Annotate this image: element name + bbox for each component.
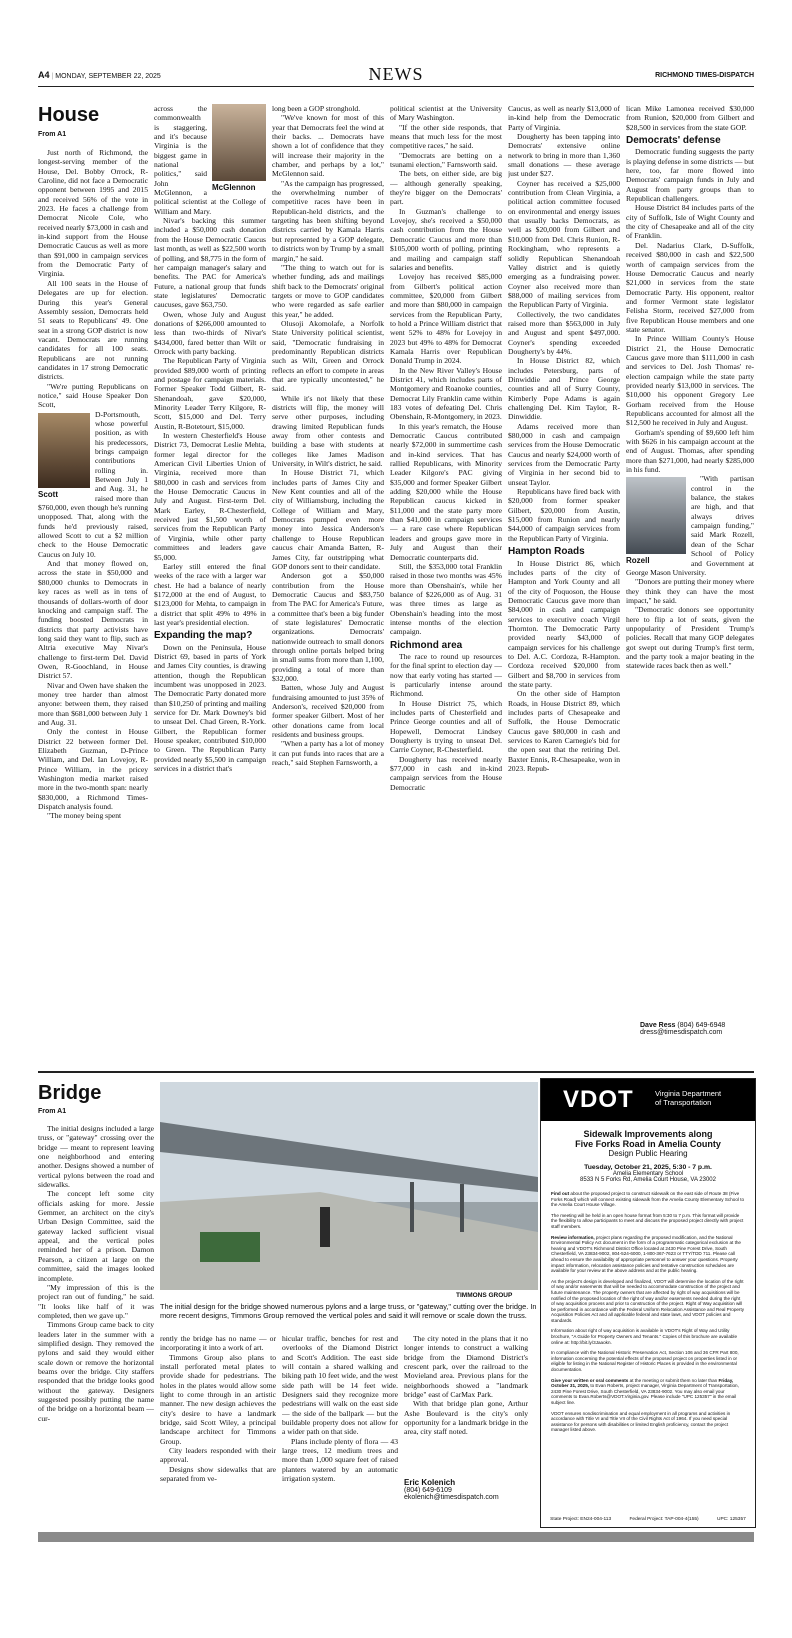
house-c2-p: In western Chesterfield's House District 73, Democrat Leslie Mehta, former legal director for the American Civil Liberties Union of Virginia, received more than $80,000 in cash and services from the House Democratic Caucus in July and August. First-term Del. Mark Earley, R-Chesterfield, received just $1,500 worth of services from the Republican Party of Virginia, while other party committees and leaders gave $5,000. bbox=[154, 431, 266, 562]
bridge-photo-credit: TIMMONS GROUP bbox=[456, 1292, 513, 1299]
house-c4-p: In this year's rematch, the House Democratic Caucus contributed nearly $72,000 in summertime cash and in-kind services. That has rallied Republicans, with Minority Leader Kilgore's PAC giving $35,000 and former Speaker Gilbert adding $20,000 while the House Republican caucus kicked in $11,000 and the state party more than $41,000 in campaign services — a rare case where Republican leaders and groups gave more in July and August than their Democratic counterparts did. bbox=[390, 421, 502, 562]
ad-footer-federal: Federal Project: TAP-004-4(155) bbox=[629, 1517, 699, 1522]
house-c1-p: D-Portsmouth, whose powerful position, as with his predecessors, brings campaign contributions rolling in. Between July 1 and Aug. 31, he raised more than $760,000, even though he's running unopposed. That, along with the funds he'd previously raised, allowed Scott to cut a $2 million check to the House Democratic Caucus on July 10. bbox=[38, 409, 148, 559]
ad-footer-state: State Project: EN24-004-113 bbox=[550, 1517, 612, 1522]
bridge-c2-p: rently the bridge has no name — or incorporating it into a work of art. bbox=[160, 1334, 276, 1353]
ad-para-comments bbox=[551, 1378, 745, 1406]
bridge-headline: Bridge bbox=[38, 1082, 102, 1104]
house-c4-p: "If the other side responds, that means that much less for the most competitive races," he said. bbox=[390, 122, 502, 151]
ad-para-nondiscrimination: VDOT ensures nondiscrimination and equal employment in all programs and activities in accordance with Title VI and Title VII of the Civil Rights Act of 1964. If you need special assistance for persons with disabilities or limited English proficiency, contact the project manager listed above. bbox=[551, 1410, 731, 1433]
mcglennon-photo bbox=[212, 104, 266, 181]
pylon bbox=[460, 1184, 464, 1232]
house-c5-p: On the other side of Hampton Roads, in House District 89, which includes parts of Chesapeake and Suffolk, the House Democratic Caucus gave $80,000 in cash and services to Karen Carnegie's bid for the open seat that the retiring Del. Baxter Ennis, R-Chesapeake, won in 2023. Repub- bbox=[508, 689, 620, 774]
house-c1-p: Just north of Richmond, the longest-serving member of the House, Del. Bobby Orrock, R-Caroline, did not face a Democratic opponent between 1995 and 2015 and received 56% of the vote in 2023. He faces a challenge from Democrat Nicole Cole, who received nearly $73,000 in cash and in-kind support from the House Democratic Caucus as well as more than $91,000 in campaign services from the Democratic Party of Virginia. bbox=[38, 148, 148, 279]
house-c2-p: Earley still entered the final weeks of the race with a larger war chest. He had a balance of nearly $172,000 at the end of August, to $123,000 for Mehta, to campaign in a district that split 49% to 49% in last year's presidential election. bbox=[154, 561, 266, 627]
pedestrian bbox=[320, 1207, 330, 1247]
ad-para-comments-lead: Give your written or oral comments bbox=[551, 1377, 629, 1383]
ad-para-comments-text-a: at the meeting or submit them no later than bbox=[628, 1377, 719, 1383]
section-divider bbox=[38, 1071, 754, 1073]
ad-para-find-text: about the proposed project to construct sidewalk on the east side of Route 38 (Five Forks Road) which will connect existing sidewalk from the Amelia County Elementary School to the Amelia Court House Village. bbox=[551, 1191, 745, 1208]
house-c6-p: "With partisan control in the balance, the stakes are high, and that always drives campaign funding," said Mark Rozell, dean of the Schar School of Policy and Government at George Mason University. bbox=[626, 474, 754, 577]
vdot-logo: VDOT bbox=[563, 1086, 634, 1113]
house-c6-p: In Prince William County's House District 21, the House Democratic Caucus gave more than $111,000 in cash and services to Del. Josh Thomas' re-election campaign while the state party provided nearly $13,000 in services. The $10,000 his opponent Gregory Lee Gorham received from the House Republicans accounted for almost all the $12,500 he received in July and August. bbox=[626, 334, 754, 428]
rozell-photo bbox=[626, 477, 686, 554]
house-headline: House bbox=[38, 104, 100, 126]
bridge-c1-p: Timmons Group came back to city leaders later in the summer with a simplified design. They removed the pylons and said they would either scale down or remove the horizontal beams over the bridge. City staffers responded that the bridge looks good without the gateway. Designers suggested possibly putting the name of the bridge on a horizontal beam — cur- bbox=[38, 1320, 154, 1423]
bridge-from: From A1 bbox=[38, 1108, 67, 1115]
house-author bbox=[640, 1022, 760, 1036]
house-c5-p: Caucus, as well as nearly $13,000 of in-kind help from the Democratic Party of Virginia. bbox=[508, 104, 620, 132]
page-number: A4 bbox=[38, 70, 50, 80]
bridge-c3-p: hicular traffic, benches for rest and overlooks of the Diamond District and Scott's Addition. The east side will contain a shared walking and biking path 10 feet wide, and the west side path will be 14 feet wide. Designers said they recognize more pedestrians will walk on the east side — the side of the ballpark — but the buildable property does not allow for a wider path on that side. bbox=[282, 1334, 398, 1437]
bridge-author-name: Eric Kolenich bbox=[404, 1478, 456, 1487]
ad-para-format: The meeting will be held in an open house format from 5:30 to 7 p.m. This format will provide the flexibility to allow participants to meet and discuss the proposed project directly with project staff members. bbox=[551, 1212, 744, 1229]
rozell-photo-label: Rozell bbox=[626, 556, 650, 566]
scott-photo-label: Scott bbox=[38, 489, 58, 499]
scott-photo bbox=[38, 413, 90, 488]
bridge-col-1 bbox=[38, 1124, 154, 1514]
bridge-col-4 bbox=[404, 1334, 528, 1454]
bridge-c2-p: City leaders responded with their approval. bbox=[160, 1446, 276, 1465]
ad-venue: Amelia Elementary School bbox=[612, 1171, 684, 1177]
page-date: MONDAY, SEPTEMBER 22, 2025 bbox=[55, 73, 161, 80]
ad-para-review-text: project plans regarding the proposed modification, and the National Environmental Policy Act document in the form of a programmatic categorical exclusion at the hearing and VDOT's Richmond District Office located at 2430 Pine Forest Drive, South Chesterfield, VA 23834-9002, 804-524-6000, 1-800-367-7623 or TTY/TDD 711. Please call ahead to ensure the availability of appropriate personnel to answer your questions. Property impact information, relocation assistance policies and tentative construction schedules are available for your review at the above address and at the public hearing. bbox=[551, 1234, 741, 1274]
vdot-agency bbox=[655, 1089, 721, 1107]
vdot-ad bbox=[540, 1078, 756, 1528]
ad-address: 8533 N 5 Forks Rd, Amelia Court House, VA 23002 bbox=[580, 1177, 716, 1183]
house-c6-p: Gorham's spending of $9,600 left him with $626 in his campaign account at the end of August. Thomas, after spending more than $271,000, had nearly $285,000 in his fund. bbox=[626, 427, 754, 475]
house-col-6 bbox=[626, 104, 754, 1022]
house-c4-p: The bets, on either side, are big — although generally speaking, they're bigger on the Democrats' part. bbox=[390, 169, 502, 207]
ad-para-review-lead: Review information, bbox=[551, 1234, 595, 1240]
house-c4-p: The race to round up resources for the final sprint to election day — now that early voting has started — is particularly intense around Richmond. bbox=[390, 651, 502, 699]
house-subhead-richmond: Richmond area bbox=[390, 639, 463, 651]
house-col-5 bbox=[508, 104, 620, 1066]
ad-footer bbox=[541, 1517, 755, 1522]
house-c5-p: Dougherty has been tapping into Democrats' extensive online network to bring in more than 1,360 small donations — these average just under $27. bbox=[508, 132, 620, 179]
planter bbox=[200, 1232, 260, 1262]
ad-para-find bbox=[551, 1191, 745, 1208]
house-c4-p: Lovejoy has received $85,000 from Gilbert's political action committee, $20,000 from Gilbert and more than $80,000 in campaign services from the Republican Party, to hold a Prince William district that went 52% to 48% for Lovejoy in 2023 but 49% to 48% for Democrat Kamala Harris over Republican Donald Trump in 2024. bbox=[390, 272, 502, 366]
page-header: A4 | MONDAY, SEPTEMBER 22, 2025 bbox=[38, 70, 161, 80]
ad-title-1: Sidewalk Improvements along bbox=[583, 1129, 713, 1139]
house-c5-p: Adams received more than $80,000 in cash and campaign services from the House Democratic Caucus and nearly $24,000 worth of services from the Democratic Party of Virginia in her second bid to unseat Taylor. bbox=[508, 421, 620, 487]
ad-footer-upc: UPC: 125357 bbox=[717, 1517, 746, 1522]
house-c4-p: In Guzman's challenge to Lovejoy, she's received a $50,000 cash contribution from the House Democratic Caucus and more than $105,000 worth of polling, printing and mailing and campaign staff salaries and benefits. bbox=[390, 206, 502, 272]
house-c4-p: "Democrats are betting on a tsunami election," Farnsworth said. bbox=[390, 150, 502, 170]
house-author-email[interactable]: dress@timesdispatch.com bbox=[640, 1029, 723, 1036]
mcglennon-photo-label: McGlennon bbox=[212, 183, 256, 192]
bridge-c4-p: The city noted in the plans that it no longer intends to construct a walking bridge from the Diamond District's crescent park, over the railroad to the Movieland area. Previous plans for the neighborhoods showed a "landmark bridge" east of CarMax Park. bbox=[404, 1334, 528, 1400]
house-c3-p: Batten, whose July and August fundraising amounted to just 35% of Anderson's, received $20,000 from former speaker Gilbert. Most of her other donations came from local residents and business groups. bbox=[272, 683, 384, 740]
house-subhead-expanding: Expanding the map? bbox=[154, 630, 253, 642]
house-c2-p: across the commonwealth is staggering, and it's because Virginia is the biggest game in national politics," said John McGlennon, a political scientist at the College of William and Mary. bbox=[154, 104, 266, 216]
house-c4-p: Still, the $353,000 total Franklin raised in those two months was 45% more than Obenshain's, while her balance of $226,000 as of Aug. 31 was three times as large as Obenshain's heading into the most intense months of the election campaign. bbox=[390, 561, 502, 637]
house-c2-p: Down on the Peninsula, House District 69, based in parts of York and James City counties, is drawing attention, though the Republican incumbent was unopposed in 2023. The Democratic Party donated more than $10,250 of printing and mailing service for Dr. Mark Downey's bid to unseat Del. Chad Green, R-York. Gilbert, the Republican former House speaker, contributed $10,000 to Green. The Republican Party provided nearly $5,500 in campaign services in a district that's bbox=[154, 642, 266, 774]
ad-title-2: Five Forks Road in Amelia County bbox=[575, 1139, 721, 1149]
house-c6-p: Democratic funding suggests the party is playing defense in some districts — but here, too, far more flowed into Democrats' campaign funds in July and August from party groups than to Republican challengers. bbox=[626, 147, 754, 204]
bridge-c2-p: Timmons Group also plans to install perforated metal plates to provide shade for pedestrians. The holes in the plates would allow some light to come through in an artistic manner. The new design achieves the city's desire to have a landmark bridge, said Scott Wiley, a principal landscape architect for Timmons Group. bbox=[160, 1352, 276, 1446]
house-c6-p: Del. Nadarius Clark, D-Suffolk, received $80,000 in cash and $22,500 worth of campaign services from the House Democratic Caucus and nearly $21,000 in services from the state Democratic Party. His opponent, realtor and former Vermont state legislator Felisha Storm, received $27,000 from five Republican House members and one state senator. bbox=[626, 240, 754, 334]
bridge-c4-p: With that bridge plan gone, Arthur Ashe Boulevard is the city's only opportunity for a landmark bridge in the area, city staff noted. bbox=[404, 1399, 528, 1437]
pylon bbox=[410, 1182, 414, 1232]
house-c3-p: "The thing to watch out for is whether funding, ads and mailings shift back to the Democrats' original targets or move to GOP candidates who were regarded as safe earlier this year," he added. bbox=[272, 262, 384, 319]
bridge-c1-p: The initial designs included a large truss, or "gateway" crossing over the bridge — meant to represent leaving one neighborhood and entering another. Designs showed a number of vertical pylons between the road and sidewalks. bbox=[38, 1124, 154, 1190]
house-col-1 bbox=[38, 148, 148, 1066]
ad-para-brochure: Information about right of way acquisition is available in VDOT's Right of Way and Utility brochure, "A Guide for Property Owners and Tenants." Copies of this brochure are available online at: http://bit.ly/3Jaaokn. bbox=[551, 1328, 738, 1345]
house-col-2 bbox=[154, 104, 266, 1066]
house-c1-p: "The money being spent bbox=[47, 811, 122, 821]
bridge-c1-p: The concept left some city officials asking for more. Jessie Gemmer, an architect on the city's Urban Design Committee, said the gateway lacked sufficient visual appeal, and the vertical poles reminded her of a prison. Damon Pearson, a citizen at large on the committee, said the images looked incomplete. bbox=[38, 1189, 154, 1283]
house-c3-p: "When a party has a lot of money it can put funds into races that are a reach," said Stephen Farnsworth, a bbox=[272, 739, 384, 768]
ad-para-rightofway: As the project's design is developed and finalized, VDOT will determine the location of the right of way and/or easements that will be needed to accommodate construction of the project and future maintenance. The property owners that are affected by right of way acquisitions will be notified of the proposed location of the right of way and/or easements needed during the right of way acquisition process and prior to construction of the project. Right of Way acquisition will be performed in accordance with the Federal Uniform Relocation Assistance and Real Property Acquisition Policies Act and all applicable federal and state laws, and VDOT policies and standards. bbox=[551, 1278, 745, 1323]
house-from: From A1 bbox=[38, 131, 67, 138]
house-c3-p: Anderson got a $50,000 contribution from the House Democratic Caucus and $83,750 from The PAC for America's Future, a committee that's been a big funder of state legislatures' Democratic organizations. Democrats' nationwide outreach to small donors through online portals helped bring in small sums from more than 1,100, providing a total of more than $32,000. bbox=[272, 571, 384, 683]
house-c4-p: political scientist at the University of Mary Washington. bbox=[390, 104, 502, 123]
house-c6-p: lican Mike Lamonea received $30,000 from Runion, $20,000 from Gilbert and $28,500 in services from the state GOP. bbox=[626, 104, 754, 132]
house-author-name: Dave Ress bbox=[640, 1022, 676, 1029]
house-c5-p: Coyner has received a $25,000 contribution from Clean Virginia, a political action committee focused on environmental and energy issues that usually backs Democrats, as well as $20,000 from Gilbert and $10,000 from Del. Chris Runion, R-Rockingham, who represents a solidly Republican Shenandoah Valley district and is quietly emerging as a fundraising power. Coyner also received more than $88,000 of mailing services from the Republican Party of Virginia. bbox=[508, 178, 620, 310]
house-c4-p: In House District 75, which includes parts of Chesterfield and Prince George counties and all of Hopewell, Democrat Lindsey Dougherty is trying to unseat Del. Carrie Coyner, R-Chesterfield. bbox=[390, 698, 502, 755]
bridge-author-email[interactable]: ekolenich@timesdispatch.com bbox=[404, 1494, 499, 1501]
vdot-agency-line1: Virginia Department bbox=[655, 1089, 722, 1098]
ad-subtitle: Design Public Hearing bbox=[608, 1149, 688, 1158]
bridge-author bbox=[404, 1478, 534, 1501]
house-c1-p: All 100 seats in the House of Delegates are up for election. During this year's General Assembly session, Democrats held 51 seats to Republicans' 49. One seat in a strong GOP district is now vacant. Democrats are running candidates for all 100 seats. Republicans are not running candidates in 17 strong Democratic districts. bbox=[38, 278, 148, 382]
house-c5-p: Collectively, the two candidates raised more than $563,000 in July and August and spent $497,000. Coyner's spending exceeded Dougherty's by 44%. bbox=[508, 309, 620, 356]
house-c3-p: While it's not likely that these districts will flip, the money will serve other purposes, including drawing limited Republican funds away from other contests and building a base with students at colleges like James Madison University, in Wilt's district, he said. bbox=[272, 393, 384, 469]
house-subhead-defense: Democrats' defense bbox=[626, 135, 721, 147]
bridge-c2-p: Designs show sidewalks that are separated from ve- bbox=[160, 1464, 276, 1484]
house-c3-p: In House District 71, which includes parts of James City and New Kent counties and all of the city of Williamsburg, including the College of William and Mary, Democrats pumped even more money into Jessica Anderson's challenge to House Republican caucus chair Amanda Batten, R-James City, far outstripping what GOP donors sent to their candidate. bbox=[272, 468, 384, 571]
ad-para-comments-date: Friday, October 31, 2025, bbox=[551, 1377, 734, 1389]
house-c2-p: Owen, whose July and August donations of $266,000 amounted to less than two-thirds of Nivar's $434,000, fared better than Wilt or Orrock with party backing. bbox=[154, 309, 266, 356]
house-c2-p: Nivar's backing this summer included a $50,000 cash donation from the House Democratic Caucus last month, as well as $22,500 worth of polling, and $8,775 in the form of her campaign manager's salary and benefits. The PAC for America's Future, a national group that funds state legislatures' Democratic caucuses, gave $63,750. bbox=[154, 216, 266, 310]
house-subhead-hampton: Hampton Roads bbox=[508, 546, 585, 558]
house-c6-p: "Democratic donors see opportunity here to flip a lot of seats, given the unpopularity of President Trump's policies. Recall that many GOP delegates got swept out during Trump's first term, and the party took a major beating in the statewide races back then as well." bbox=[626, 605, 754, 671]
house-c3-p: "As the campaign has progressed, the overwhelming number of competitive races have been in Republican-held districts, and the targeting has been shifting beyond districts carried by Kamala Harris but represented by a GOP delegate, to districts won by Trump by a small margin," he said. bbox=[272, 178, 384, 263]
bridge-col-3 bbox=[282, 1334, 398, 1514]
house-c6-p: "Donors are putting their money where they think they can have the most impact," he said. bbox=[626, 577, 754, 605]
house-c1-p: Only the contest in House District 22 between former Del. Elizabeth Guzman, D-Prince William, and Del. Ian Lovejoy, R-Prince William, in the pricey Washington media market raised more in the two-month span: nearly $830,000, a Richmond Times-Dispatch analysis found. bbox=[38, 727, 148, 812]
house-c4-p: In the New River Valley's House District 41, which includes parts of Montgomery and Roanoke counties, Democrat Lily Franklin came within 183 votes of defeating Del. Chris Obenshain, R-Montgomery, in 2023. bbox=[390, 365, 502, 422]
house-c5-p: In House District 86, which includes parts of the city of Hampton and York County and all of the city of Poquoson, the House Democratic Caucus gave more than $84,000 in cash and campaign services to executive coach Virgil Thornton. The Democratic Party provided nearly $43,000 of campaign services for his challenge to Del. A.C. Cordoza, R-Hampton. Cordoza received $20,000 from Gilbert and $8,700 in services from the state party. bbox=[508, 558, 620, 689]
ad-para-find-lead: Find out bbox=[551, 1191, 570, 1196]
house-c3-p: long been a GOP stronghold. bbox=[272, 104, 361, 113]
ad-para-review bbox=[551, 1235, 745, 1274]
bridge-rendering-photo bbox=[160, 1082, 538, 1290]
house-c3-p: Olusoji Akomolafe, a Norfolk State University political scientist, said, "Democratic fundraising in predominantly Republican districts such as Wilt, Green and Orrock reflects an effort to compete in areas that are typically uncontested," he said. bbox=[272, 318, 384, 394]
house-col-4 bbox=[390, 104, 502, 1066]
vdot-agency-line2: of Transportation bbox=[655, 1098, 712, 1107]
house-c6-p: House District 84 includes parts of the city of Suffolk, Isle of Wight County and the city of Chesapeake and all of the city of Franklin. bbox=[626, 203, 754, 241]
bridge-author-phone: (804) 649-6109 bbox=[404, 1487, 452, 1494]
section-title: NEWS bbox=[368, 64, 424, 84]
bridge-c1-p: "My impression of this is the project ran out of funding," he said. "It looks like half of it was completed, then we gave up." bbox=[38, 1282, 154, 1320]
house-c1-p: Nivar and Owen have shaken the money tree harder than almost anyone: between them, they raised more than $681,000 between July 1 and Aug. 31. bbox=[38, 680, 148, 727]
vdot-ad-banner bbox=[541, 1079, 755, 1121]
bridge-c3-p: Plans include plenty of flora — 43 large trees, 12 medium trees and more than 1,000 square feet of raised planters watered by an automatic irrigation system. bbox=[282, 1436, 398, 1484]
house-c1-p: And that money flowed on, across the state in $50,000 and $80,000 chunks to Democrats in key races as well as in tens of thousands of dollars-worth of door knocking and campaign staff. The funding boosted Democrats in districts that party activists have long said they want to flip, such as Altria executive May Nivar's challenge to first-term Del. David Owen, R-Goochland, in House District 57. bbox=[38, 559, 148, 681]
house-c5-p: In House District 82, which includes Petersburg, parts of Dinwiddie and Prince George counties and all of Surry County, Kimberly Pope Adams is again challenging Del. Kim Taylor, R-Dinwiddie. bbox=[508, 356, 620, 422]
paper-name: RICHMOND TIMES-DISPATCH bbox=[655, 72, 754, 79]
ad-para-comments-text-b: to Evan Roberts, project manager, Virginia Department of Transportation, 2430 Pine Forest Drive, South Chesterfield, VA 23834-9002. You may also email your comments to Evan.Roberts@VDOT.Virginia.gov. Please include "UPC 125357" in the email subject line. bbox=[551, 1383, 739, 1405]
house-col-3 bbox=[272, 104, 384, 1066]
house-c2-p: The Republican Party of Virginia provided $89,000 worth of printing and postage for campaign materials. Former Speaker Todd Gilbert, R-Shenandoah, gave $20,000, Minority Leader Terry Kilgore, R-Scott, $15,000 and Del. Terry Austin, R-Botetourt, $15,000. bbox=[154, 356, 266, 431]
bottom-bar bbox=[38, 1532, 754, 1542]
bridge-caption: The initial design for the bridge showed numerous pylons and a large truss, or "gateway," cutting over the bridge. In more recent designs, Timmons Group removed the vertical poles and said it will remove or scale down the truss. bbox=[160, 1302, 537, 1320]
ad-when: Tuesday, October 21, 2025, 5:30 - 7 p.m. bbox=[584, 1164, 712, 1171]
house-author-phone: (804) 649-6948 bbox=[677, 1022, 726, 1029]
bridge-col-2 bbox=[160, 1334, 276, 1514]
house-c1-p: "We're putting Republicans on notice," said House Speaker Don Scott, bbox=[38, 381, 148, 410]
house-c5-p: Republicans have fired back with $20,000 from former speaker Gilbert, $20,000 from Austin, $15,000 from Runion and nearly $44,000 of campaign services from the Republican Party of Virginia. bbox=[508, 487, 620, 543]
house-c4-p: Dougherty has received nearly $77,000 in cash and in-kind campaign services from the House Democratic bbox=[390, 754, 502, 792]
header-rule bbox=[38, 86, 754, 87]
house-c3-p: "We've known for most of this year that Democrats feel the wind at their backs. ... Democrats have shown a lot of confidence that they will increase their majority in the chamber, and perhaps by a lot," McGlennon said. bbox=[272, 113, 384, 179]
ad-para-historic: In compliance with the National Historic Preservation Act, Section 106 and 36 CFR Part 800, information concerning the potential effects of the proposed project on properties listed in or eligible for listing in the National Register of Historic Places is provided in the environmental documentation. bbox=[551, 1350, 739, 1373]
